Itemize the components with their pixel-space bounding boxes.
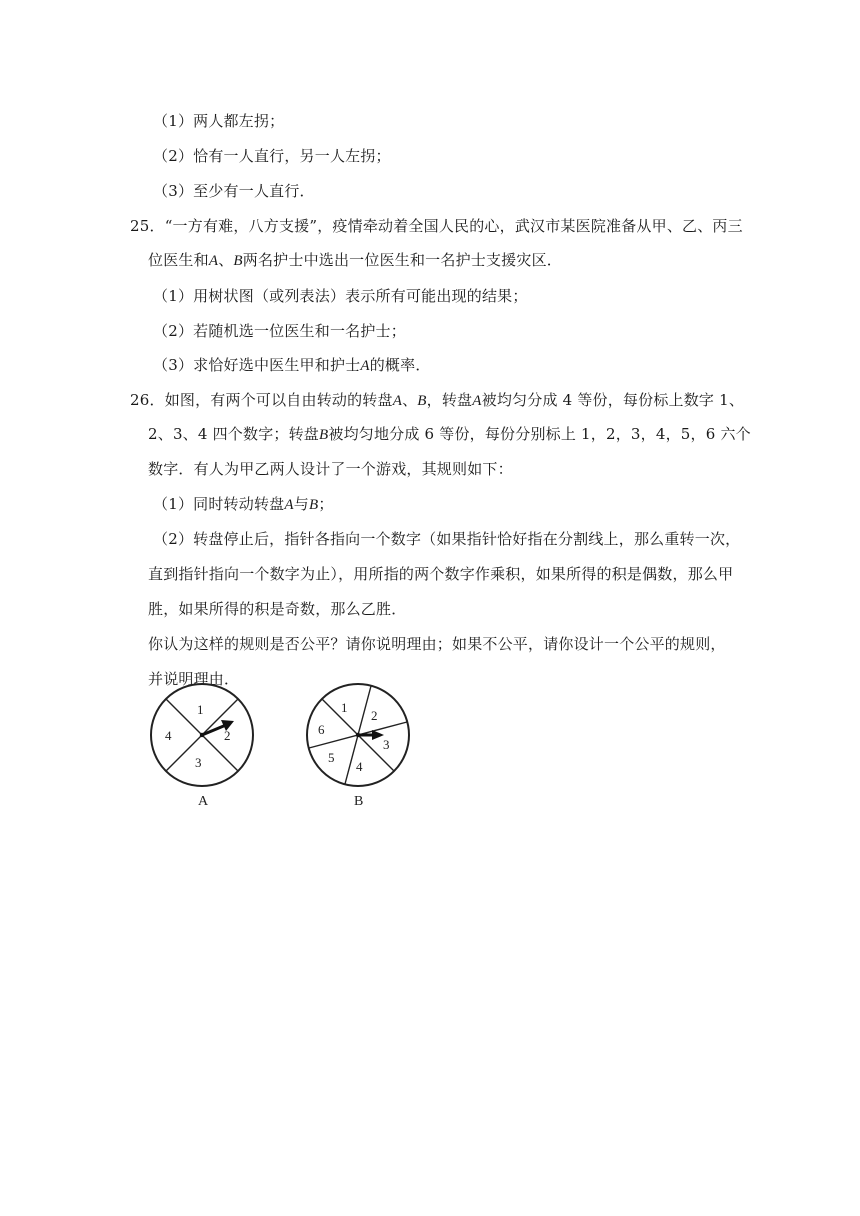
spinner-a-label-1: 1 — [197, 702, 204, 717]
q26-line-3: 数字．有人为甲乙两人设计了一个游戏，其规则如下： — [148, 460, 513, 478]
q25-part-2: （2）若随机选一位医生和一名护士； — [153, 322, 406, 340]
spinner-a-pointer — [202, 725, 226, 735]
q25-number: 25． — [130, 217, 165, 235]
q26-question-line-2: 并说明理由． — [148, 670, 240, 688]
q25-stem-line-2: 位医生和A、B两名护士中选出一位医生和一名护士支援灾区． — [148, 251, 562, 269]
spinner-b-label-6: 6 — [318, 722, 325, 737]
q24-part-1: （1）两人都左拐； — [153, 112, 285, 130]
spinner-a-label-4: 4 — [165, 728, 172, 743]
spinner-b-label-2: 2 — [371, 708, 378, 723]
q26-question-line-1: 你认为这样的规则是否公平？请你说明理由；如果不公平，请你设计一个公平的规则， — [148, 635, 726, 653]
q25-part-1: （1）用树状图（或列表法）表示所有可能出现的结果； — [153, 287, 528, 305]
q26-number: 26． — [130, 391, 165, 409]
spinner-a-label-3: 3 — [195, 755, 202, 770]
q24-part-3: （3）至少有一人直行． — [153, 182, 315, 200]
q24-part-2: （2）恰有一人直行，另一人左拐； — [153, 147, 391, 165]
spinner-b-hub — [356, 733, 360, 737]
spinners-figure — [140, 680, 430, 815]
spinner-b-label-5: 5 — [328, 750, 335, 765]
spinner-a-hub — [200, 733, 204, 737]
q26-line-1: 26．如图，有两个可以自由转动的转盘A、B，转盘A被均匀分成 4 等份，每份标上数字 1、 — [130, 391, 745, 409]
spinner-b — [307, 684, 409, 809]
spinner-a-label-2: 2 — [224, 728, 231, 743]
spinner-a-caption: A — [198, 794, 209, 809]
spinner-a — [151, 684, 253, 809]
q26-rule-1: （1）同时转动转盘A与B； — [153, 495, 334, 513]
spinner-b-label-3: 3 — [383, 737, 390, 752]
spinner-b-label-1: 1 — [341, 700, 348, 715]
spinner-b-label-4: 4 — [356, 759, 363, 774]
q26-line-2: 2、3、4 四个数字；转盘B被均匀地分成 6 等份，每份分别标上 1，2，3，4，5，6 六个 — [148, 425, 751, 443]
q26-rule-2-line-3: 胜，如果所得的积是奇数，那么乙胜． — [148, 600, 407, 618]
q26-rule-2-line-2: 直到指针指向一个数字为止），用所指的两个数字作乘积，如果所得的积是偶数，那么甲 — [148, 565, 734, 583]
spinner-b-caption: B — [354, 794, 364, 809]
q25-stem-line-1: 25．“一方有难，八方支援”，疫情牵动着全国人民的心，武汉市某医院准备从甲、乙、丙三 — [130, 217, 743, 235]
q25-part-3: （3）求恰好选中医生甲和护士A的概率． — [153, 356, 431, 374]
q26-rule-2-line-1: （2）转盘停止后，指针各指向一个数字（如果指针恰好指在分割线上，那么重转一次， — [153, 530, 741, 548]
